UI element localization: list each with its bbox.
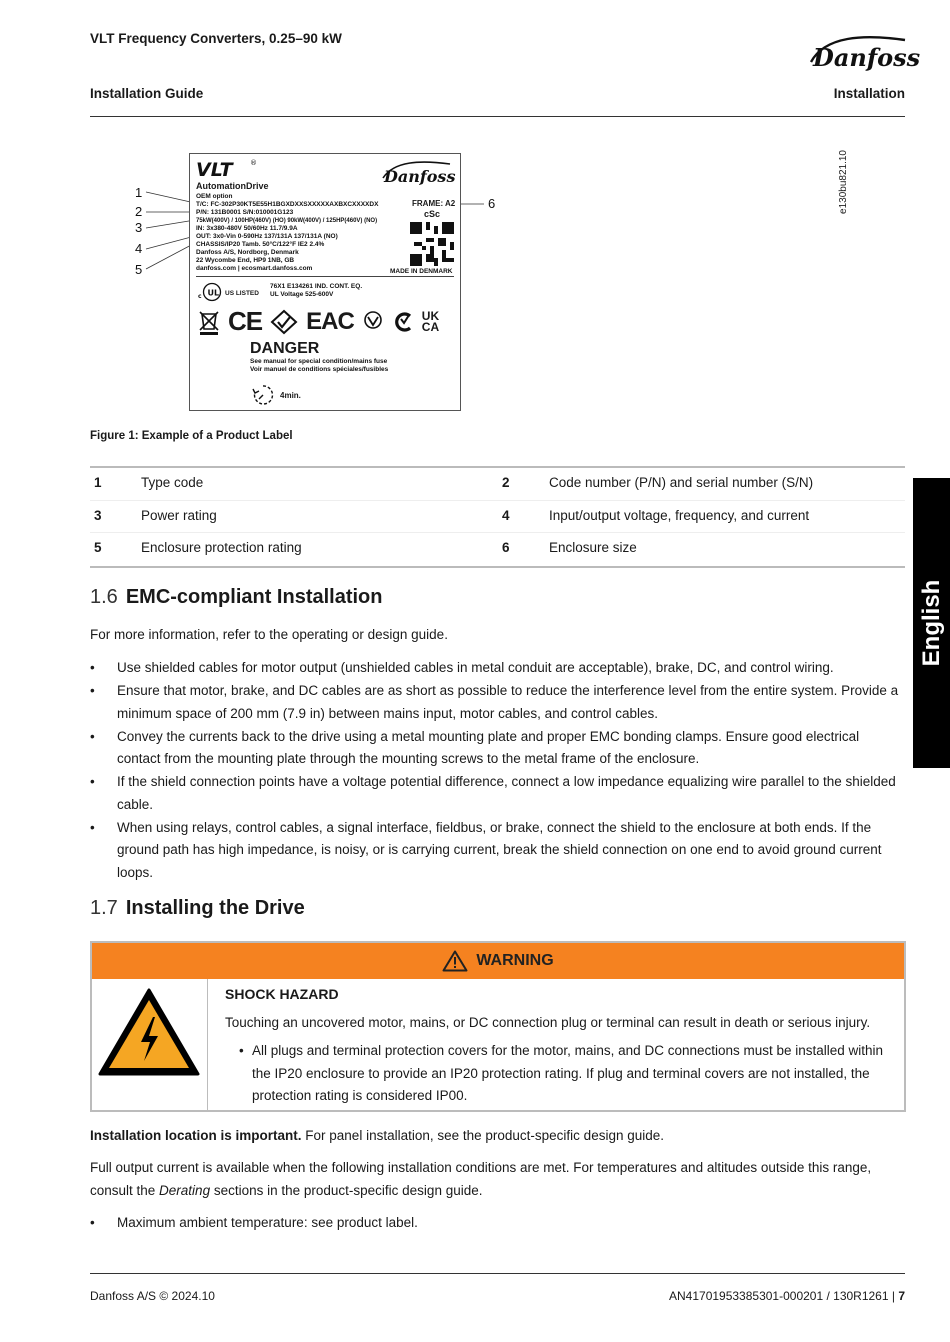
svg-text:VLT: VLT — [196, 159, 233, 181]
label-made-in: MADE IN DENMARK — [390, 268, 453, 275]
legend-num: 1 — [94, 475, 102, 490]
label-model: AutomationDrive — [196, 181, 269, 191]
section-intro: For more information, refer to the operating or design guide. — [90, 627, 448, 642]
page-number: 7 — [898, 1289, 905, 1303]
table-row — [90, 501, 905, 534]
label-power: 75kW(400V) / 100HP(460V) (HO) 90kW(400V) / 125HP(460V) (NO) — [196, 218, 378, 224]
footer-copyright: Danfoss A/S © 2024.10 — [90, 1289, 215, 1303]
label-chassis: CHASSIS/IP20 Tamb. 50°C/122°F IE2 2.4% — [196, 241, 325, 248]
language-tab — [913, 478, 950, 768]
legend-num: 6 — [502, 540, 510, 555]
emc-bullet-list — [90, 657, 905, 885]
callout-line-4 — [146, 236, 195, 249]
svg-text:UL: UL — [207, 288, 220, 298]
legend-text: Type code — [141, 475, 204, 490]
list-item: • Convey the currents back to the drive using a metal mounting plate and proper EMC bonding clamps. Ensure good electrical contact from the mounting plate through the mounting screws to the metal frame of the enclosure. — [90, 726, 905, 771]
legend-text: Enclosure size — [549, 540, 637, 555]
product-label — [189, 153, 461, 411]
label-pn-sn: P/N: 131B0001 S/N:010001G123 — [196, 209, 294, 216]
legend-num: 4 — [502, 507, 510, 523]
figure-caption: Figure 1: Example of a Product Label — [90, 430, 293, 442]
list-item: • Use shielded cables for motor output (unshielded cables in metal conduit are acceptable), brake, DC, and control wiring. — [90, 657, 905, 680]
current-italic: Derating — [159, 1182, 211, 1198]
warning-heading: SHOCK HAZARD — [225, 986, 339, 1002]
list-item: • All plugs and terminal protection covers for the motor, mains, and DC connections must be installed within the IP20 enclosure to provide an IP20 protection rating. If plug and terminal covers are not installed, the protection rating is considered IP00. — [225, 1040, 884, 1108]
header-divider — [90, 116, 905, 117]
footer-doc-number: AN41701953385301-000201 / 130R1261 | — [669, 1289, 899, 1303]
table-row — [90, 533, 905, 566]
warning-text: Touching an uncovered motor, mains, or DC connection plug or terminal can result in death or serious injury. — [225, 1014, 871, 1030]
list-item: • Maximum ambient temperature: see product label. — [90, 1212, 905, 1235]
callout-line-3 — [146, 220, 195, 228]
legend-num: 3 — [94, 507, 102, 523]
location-bold: Installation location is important. — [90, 1128, 302, 1143]
ul-mark-icon — [198, 282, 224, 302]
callout-line-1 — [146, 192, 195, 203]
callout-2: 2 — [135, 204, 143, 219]
language-tab-label: English — [917, 579, 945, 667]
section-number: 1.6 — [90, 586, 118, 608]
danger-text-en: See manual for special condition/mains fuse — [250, 358, 388, 365]
eac-mark-icon: EAC — [306, 307, 354, 335]
legend-num: 5 — [94, 540, 102, 555]
conditions-bullet-list — [90, 1212, 905, 1235]
ul-line-2: UL Voltage 525-600V — [270, 291, 334, 298]
certification-marks — [198, 306, 450, 337]
label-frame: FRAME: A2 — [412, 199, 456, 208]
wait-time: 4min. — [280, 391, 301, 400]
ukca-mark-icon: UK CA — [421, 308, 440, 334]
section-heading-1-6 — [90, 586, 383, 609]
label-type-code: T/C: FC-302P30KT5E55H1BGXDXXSXXXXXAXBXCXXXXDX — [196, 201, 379, 208]
ul-listed-text: US LISTED — [225, 290, 259, 297]
label-danfoss-logo — [380, 158, 456, 188]
warning-content — [225, 983, 884, 1108]
section-name: Installation — [833, 86, 905, 101]
callout-6: 6 — [488, 196, 496, 211]
label-address: 22 Wycombe End, HP9 1NB, GB — [196, 257, 295, 264]
section-title: Installing the Drive — [125, 897, 305, 919]
weee-bin-icon — [198, 309, 220, 335]
callout-1: 1 — [135, 185, 143, 200]
vlt-logo — [196, 156, 260, 180]
danfoss-logo — [805, 32, 921, 76]
warning-header — [92, 943, 904, 979]
legend-text: Enclosure protection rating — [141, 540, 302, 555]
svg-text:Danfoss: Danfoss — [384, 167, 456, 186]
list-item: • If the shield connection points have a voltage potential difference, connect a low impedance equalizing wire parallel to the shielded cable. — [90, 771, 905, 816]
label-text-block — [196, 193, 416, 273]
table-row — [90, 468, 905, 501]
warning-box — [90, 941, 906, 1112]
legend-text: Input/output voltage, frequency, and current — [549, 507, 810, 523]
callout-4: 4 — [135, 241, 143, 256]
warning-bullet-list — [225, 1040, 884, 1108]
ce-mark-icon: CE — [228, 306, 263, 336]
legend-text: Power rating — [141, 507, 217, 523]
label-web: danfoss.com | ecosmart.danfoss.com — [196, 265, 313, 272]
svg-text:®: ® — [250, 159, 257, 167]
legend-table — [90, 466, 905, 568]
electric-shock-icon — [97, 987, 201, 1077]
logo-text: Danfoss — [813, 43, 921, 72]
warning-label: WARNING — [476, 952, 554, 969]
qr-code-icon — [410, 222, 454, 266]
rcm-mark-icon — [270, 309, 298, 335]
section-heading-1-7 — [90, 897, 305, 920]
danger-text — [250, 358, 388, 374]
danger-title: DANGER — [250, 340, 320, 357]
callout-3: 3 — [135, 220, 143, 235]
callout-line-5 — [146, 243, 195, 269]
section-title: EMC-compliant Installation — [125, 586, 383, 608]
label-csc: cSc — [424, 209, 441, 219]
location-paragraph — [90, 1125, 905, 1148]
section-number: 1.7 — [90, 897, 118, 919]
list-item: • Ensure that motor, brake, and DC cables are as short as possible to reduce the interference level from the entire system. Provide a minimum space of 200 mm (7.9 in) between mains input, motor cables, and control cables. — [90, 680, 905, 725]
footer-doc-ref — [669, 1289, 905, 1303]
figure-id: e130bu821.10 — [838, 150, 849, 214]
current-paragraph — [90, 1157, 905, 1202]
current-text-1: Full output current is available when the following installation conditions are met. For temperatures and altitudes outside this range, consult the — [90, 1160, 872, 1198]
legend-text: Code number (P/N) and serial number (S/N) — [549, 475, 814, 490]
label-input: IN: 3x380-480V 50/60Hz 11.7/9.9A — [196, 225, 298, 232]
warning-symbol-cell — [92, 979, 208, 1110]
list-item: • When using relays, control cables, a signal interface, fieldbus, or brake, connect the shield to the enclosure at both ends. If the ground path has high impedance, is noisy, or is carrying current, break the shield connection on one end to avoid ground current loops. — [90, 817, 905, 885]
timer-icon — [252, 384, 274, 406]
label-company: Danfoss A/S, Nordborg, Denmark — [196, 249, 299, 256]
label-output: OUT: 3x0-Vin 0-590Hz 137/131A 137/131A (NO) — [196, 233, 338, 240]
legend-num: 2 — [502, 475, 510, 490]
document-subtitle: Installation Guide — [90, 86, 204, 101]
ul-info — [270, 283, 362, 299]
current-text-2: sections in the product-specific design guide. — [210, 1182, 483, 1198]
warning-triangle-icon — [442, 950, 468, 972]
ukrsepro-mark-icon — [362, 309, 384, 335]
footer-divider — [90, 1273, 905, 1274]
svg-text:c: c — [198, 293, 202, 300]
callout-5: 5 — [135, 262, 143, 277]
label-divider — [196, 276, 454, 277]
location-text: For panel installation, see the product-specific design guide. — [301, 1128, 664, 1143]
ul-line-1: 76X1 E134261 IND. CONT. EQ. — [270, 283, 363, 290]
label-oem: OEM option — [196, 193, 233, 200]
danger-text-fr: Voir manuel de conditions spéciales/fusibles — [250, 366, 389, 373]
document-title: VLT Frequency Converters, 0.25–90 kW — [90, 31, 342, 46]
rcm-c-mark-icon — [392, 309, 414, 335]
